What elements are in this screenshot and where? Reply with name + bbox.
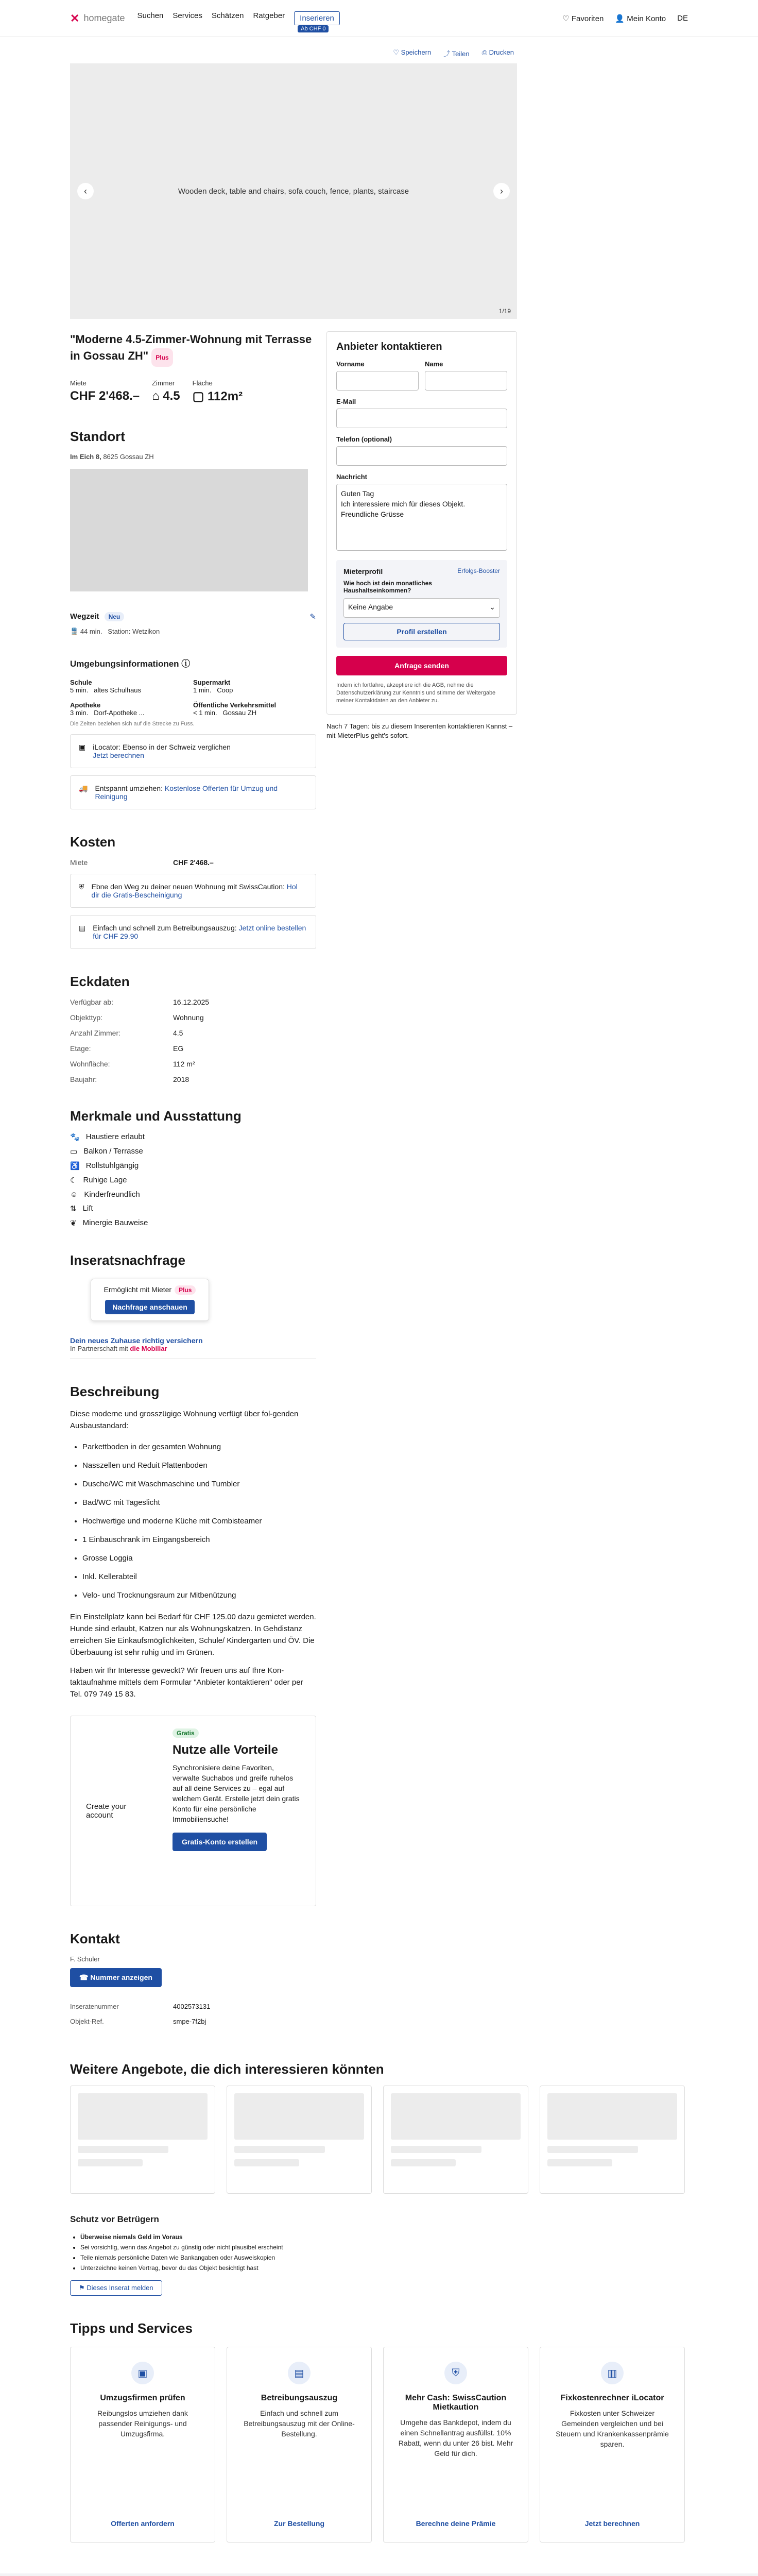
shield-icon: ⛨ xyxy=(79,883,84,891)
leaf-icon: ❦ xyxy=(70,1219,77,1228)
ilocator-card[interactable]: ▣ iLocator: Ebenso in der Schweiz verglichen Jetzt berechnen xyxy=(70,734,316,768)
flag-icon: ⚑ xyxy=(79,2284,85,2292)
poi-grid: Schule 5 min. altes Schulhaus Supermarkt 1 min. Coop Apotheke 3 min. Dorf-Apotheke ... Öffentliche Verkehrsmittel < 1 min. Gossau ZH xyxy=(70,679,277,717)
child-icon: ☺ xyxy=(70,1190,78,1199)
contact-form: Anbieter kontaktieren Vorname Name E-Mail Telefon (optional) Nachricht Guten Tag Ich interessiere mich für dieses Objekt. Freundliche Grüsse Mieterprofil Erfolgs-Booster Wie hoch ist dein monatliches Haushaltseinkommen? Keine Angabe ⌄ Profil erstellen Anfrage senden Indem ich fortfahre, akzeptiere ich die AGB, nehme die Datenschutzerklärung zur Kenntnis und stimme der Weitergabe meiner Kontaktdaten an den Anbieter zu. xyxy=(326,331,517,715)
edit-icon[interactable]: ✎ xyxy=(309,613,316,621)
map-icon: ▥ xyxy=(601,2362,624,2384)
language-select[interactable]: DE xyxy=(677,14,688,23)
vorname-input[interactable] xyxy=(336,371,419,391)
homegate-logo[interactable]: ✕ homegate xyxy=(70,11,125,25)
lift-icon: ⇅ xyxy=(70,1205,77,1213)
tipps-cards xyxy=(70,2347,758,2543)
merkmale-heading: Merkmale und Ausstattung xyxy=(70,1108,242,1124)
name-input[interactable] xyxy=(425,371,507,391)
tip-card: ▣ Umzugsfirmen prüfen Reibungslos umziehen dank passender Reinigungs- und Umzugsfirma. Offerten anfordern xyxy=(70,2347,215,2543)
logo-mark-icon: ✕ xyxy=(70,11,80,25)
message-textarea[interactable]: Guten Tag Ich interessiere mich für dieses Objekt. Freundliche Grüsse xyxy=(336,484,507,551)
document-search-icon: ▤ xyxy=(288,2362,311,2384)
standort-heading: Standort xyxy=(70,429,125,444)
footer xyxy=(0,2573,758,2576)
umzug-card[interactable]: 🚚 Entspannt umziehen: Kostenlose Offerten für Umzug und Reinigung xyxy=(70,775,316,809)
offer-card-skeleton[interactable] xyxy=(227,2086,372,2194)
ilocator-icon: ▣ xyxy=(79,743,86,751)
feature-item: ☺ Kinderfreundlich xyxy=(70,1190,140,1199)
truck-icon: 🚚 xyxy=(79,784,88,792)
header-right xyxy=(562,14,688,23)
create-account-button[interactable]: Gratis-Konto erstellen xyxy=(173,1833,267,1851)
commute-info: 🚆 44 min. Station: Wetzikon xyxy=(70,628,160,635)
rent-value: CHF 2'468.– xyxy=(70,389,140,403)
umgebung-heading: Umgebungsinformationen ⓘ xyxy=(70,659,191,669)
listing-title: "Moderne 4.5-Zimmer-Wohnung mit Terrasse in Gossau ZH" Plus xyxy=(70,331,316,367)
wegzeit-section: Wegzeit Neu ✎ xyxy=(70,612,316,621)
main-column: "Moderne 4.5-Zimmer-Wohnung mit Terrasse in Gossau ZH" Plus Miete CHF 2'468.– Zimmer ⌂ 4.5 Fläche ▢ 112m² Standort Im Eich 8, 8625 Gossau ZH Wegzeit Neu ✎ 🚆 44 min. Station: Wetzikon Umgebungsinformationen ⓘ Schule 5 min. altes Schulhaus Supermarkt 1 min. Coop Apotheke 3 min. Dorf-Apotheke ... Öffentliche Verkehrsmittel < 1 min. Gossau ZH Die Zeiten beziehen sich auf die Strecke zu Fuss. ▣ iLocator: Ebenso in der Schweiz verglichen Jetzt berechnen 🚚 Entspannt umziehen: Kostenlose Offerten für Umzug und Reinigung Kosten Miete CHF 2'468.– ⛨ Ebne den Weg zu deiner neuen Wohnung mit SwissCaution: Hol dir die Gratis-Bescheinigung ▤ Einfach und schnell zum Betreibungsauszug: Jetzt online bestellen für CHF 29.90 Eckdaten Verfügbar ab: 16.12.2025 Objekttyp: Wohnung Anzahl Zimmer: 4.5 Etage: EG Wohnfläche: 112 m² Baujahr: 2018 Merkmale und Ausstattung 🐾 Haustiere erlaubt ▭ Balkon / Terrasse ♿ Rollstuhlgängig ☾ Ruhige Lage ☺ Kinderfreundlich ⇅ Lift ❦ Minergie Bauweise Inseratsnachfrage Ermöglicht mit Mieter Plus Nachfrage anschauen Dein neues Zuhause richtig versichern In Partnerschaft mit die Mobiliar Beschreibung Diese moderne und grosszügige Wohnung verfügt über fol-genden Ausbaustandard: • Parkettboden in der gesamten Wohnung • Nasszellen und Reduit Plattenboden • Dusche/WC mit Waschmaschine und Tumbler • Bad/WC mit Tageslicht • Hochwertige und moderne Küche mit Combisteamer • 1 Einbauschrank im Eingangsbereich • Grosse Loggia • Inkl. Kellerabteil • Velo- und Trocknungsraum zur Mitbenützung Ein Einstellplatz kann bei Bedarf für CHF 125.00 dazu gemietet werden. Hunde sind erlaubt, Katzen nur als Wohnungskatzen. In Gehdistanz erreichen Sie Einkaufsmöglichkeiten, Schule/ Kindergarten und ÖV. Die Überbauung ist sehr ruhig und im Grünen. Haben wir Ihr Interesse geweckt? Wir freuen uns auf Ihre Kon-taktaufnahme mittels dem Formular "Anbieter kontaktieren" oder per Tel. 079 749 15 83. Create your account Gratis Nutze alle Vorteile Synchronisiere deine Favoriten, verwalte Suchabos und greife ruhelos auf all deine Services zu – egal auf welchem Gerät. Erstelle jetzt dein gratis Konto für eine persönliche Immobiliensuche! Gratis-Konto erstellen Kontakt F. Schuler ☎ Nummer anzeigen Inseratenummer 4002573131 Objekt-Ref. smpe-7f2bj xyxy=(70,331,316,2025)
location-map[interactable] xyxy=(70,469,308,591)
rooms-icon: ⌂ xyxy=(152,389,160,403)
wheelchair-icon: ♿ xyxy=(70,1162,80,1171)
weitere-heading: Weitere Angebote, die dich interessieren könnten xyxy=(70,2061,384,2077)
insert-badge: Ab CHF 0 xyxy=(298,25,329,32)
feature-item: 🐾 Haustiere erlaubt xyxy=(70,1132,145,1142)
kosten-table: Miete CHF 2'468.– xyxy=(70,858,214,867)
info-icon[interactable]: ⓘ xyxy=(181,659,191,669)
feature-item: ☾ Ruhige Lage xyxy=(70,1176,127,1185)
gallery-next-icon[interactable]: › xyxy=(493,183,510,199)
tip-card: ▤ Betreibungsauszug Einfach und schnell zum Betreibungsauszug mit der Online-Bestellung. Zur Bestellung xyxy=(227,2347,372,2543)
area-icon: ▢ xyxy=(192,389,204,403)
share-button[interactable]: ⤴ Teilen xyxy=(443,50,470,58)
image-gallery[interactable] xyxy=(70,63,517,319)
address: Im Eich 8, 8625 Gossau ZH xyxy=(70,453,154,461)
kontakt-heading: Kontakt xyxy=(70,1931,120,1946)
save-button[interactable]: ♡ Speichern xyxy=(393,48,432,56)
gallery-caption: Wooden deck, table and chairs, sofa couch, fence, plants, staircase xyxy=(178,187,409,196)
rooms-value: ⌂ 4.5 xyxy=(152,389,180,403)
gallery-counter: 1/19 xyxy=(498,308,511,315)
kosten-heading: Kosten xyxy=(70,834,116,850)
balcony-icon: ▭ xyxy=(70,1147,78,1156)
swisscaution-card[interactable]: ⛨ Ebne den Weg zu deiner neuen Wohnung mit SwissCaution: Hol dir die Gratis-Bescheinigung xyxy=(70,874,316,908)
area-value: ▢ 112m² xyxy=(192,389,243,403)
report-listing-button[interactable]: ⚑ Dieses Inserat melden xyxy=(70,2280,162,2296)
offer-card-skeleton[interactable] xyxy=(540,2086,685,2194)
offers-carousel xyxy=(70,2086,758,2194)
feature-item: ❦ Minergie Bauweise xyxy=(70,1218,148,1228)
nachfrage-button[interactable]: Nachfrage anschauen xyxy=(105,1300,195,1314)
tip-card: ⛨ Mehr Cash: SwissCaution Mietkaution Umgehe das Bankdepot, indem du einen Schnellantrag ausfüllst. 10% Rabatt, wenn du unter 26 bist. Mehr Geld für dich. Berechne deine Prämie xyxy=(383,2347,528,2543)
eckdaten-table: Verfügbar ab: 16.12.2025 Objekttyp: Wohnung Anzahl Zimmer: 4.5 Etage: EG Wohnfläche: 112 m² Baujahr: 2018 xyxy=(70,998,210,1083)
tipps-heading: Tipps und Services xyxy=(70,2320,193,2336)
feature-item: ♿ Rollstuhlgängig xyxy=(70,1161,139,1171)
nav-suchen[interactable]: Suchen xyxy=(137,11,164,20)
income-select[interactable]: Keine Angabe ⌄ xyxy=(343,598,500,618)
kontakt-ids: Inseratenummer 4002573131 Objekt-Ref. smpe-7f2bj xyxy=(70,2003,211,2025)
tip-card: ▥ Fixkostenrechner iLocator Fixkosten unter Schweizer Gemeinden vergleichen und bei Steuern und Krankenkassenprämie sparen. Jetzt berechnen xyxy=(540,2347,685,2543)
mobiliar-banner[interactable]: Dein neues Zuhause richtig versichern In Partnerschaft mit die Mobiliar xyxy=(70,1336,316,1359)
quiet-icon: ☾ xyxy=(70,1176,77,1185)
document-icon: ▤ xyxy=(79,924,86,932)
pet-icon: 🐾 xyxy=(70,1133,80,1142)
nav-schaetzen[interactable]: Schätzen xyxy=(211,11,244,20)
show-number-button[interactable]: ☎ Nummer anzeigen xyxy=(70,1968,162,1987)
nav-services[interactable]: Services xyxy=(173,11,202,20)
account-promo: Create your account Gratis Nutze alle Vorteile Synchronisiere deine Favoriten, verwalte Suchabos und greife ruhelos auf all deine Services zu – egal auf welchem Gerät. Erstelle jetzt dein gratis Konto für eine persönliche Immobiliensuche! Gratis-Konto erstellen xyxy=(70,1716,316,1906)
chevron-down-icon: ⌄ xyxy=(489,603,495,611)
beschreibung-heading: Beschreibung xyxy=(70,1384,160,1399)
print-button[interactable]: ⎙ Drucken xyxy=(481,48,514,56)
nav-ratgeber[interactable]: Ratgeber xyxy=(253,11,285,20)
nachfrage-popup: Ermöglicht mit Mieter Plus Nachfrage anschauen xyxy=(91,1279,209,1321)
box-icon: ▣ xyxy=(131,2362,154,2384)
account-link[interactable]: 👤 Mein Konto xyxy=(615,14,666,23)
sidebar: Anbieter kontaktieren Vorname Name E-Mail Telefon (optional) Nachricht Guten Tag Ich interessiere mich für dieses Objekt. Freundliche Grüsse Mieterprofil Erfolgs-Booster Wie hoch ist dein monatliches Haushaltseinkommen? Keine Angabe ⌄ Profil erstellen Anfrage senden Indem ich fortfahre, akzeptiere ich die AGB, nehme die Datenschutzerklärung zur Kenntnis und stimme der Weitergabe meiner Kontaktdaten an den Anbieter zu. Nach 7 Tagen: bis zu diesem Inserenten kontaktieren Kannst – mit MieterPlus geht's sofort. xyxy=(326,331,517,2025)
feature-item: ⇅ Lift xyxy=(70,1204,93,1213)
email-input[interactable] xyxy=(336,409,507,428)
send-request-button[interactable]: Anfrage senden xyxy=(336,656,507,675)
gallery-prev-icon[interactable]: ‹ xyxy=(77,183,94,199)
betreibung-card[interactable]: ▤ Einfach und schnell zum Betreibungsauszug: Jetzt online bestellen für CHF 29.90 xyxy=(70,915,316,949)
offer-card-skeleton[interactable] xyxy=(70,2086,215,2194)
favorites-link[interactable]: ♡ Favoriten xyxy=(562,14,604,23)
fraud-section: Schutz vor Betrügern • Überweise niemals Geld im Voraus • Sei vorsichtig, wenn das Angebot zu günstig oder nicht plausibel erscheint • Teile niemals persönliche Daten wie Bankangaben oder Ausweiskopien • Unterzeichne keinen Vertrag, bevor du das Objekt besichtigt hast ⚑ Dieses Inserat melden xyxy=(70,2214,379,2296)
plus-badge: Plus xyxy=(151,348,173,367)
eckdaten-heading: Eckdaten xyxy=(70,974,130,989)
nachfrage-heading: Inseratsnachfrage xyxy=(70,1252,185,1268)
listing-actions xyxy=(0,37,758,63)
feature-item: ▭ Balkon / Terrasse xyxy=(70,1147,143,1156)
create-profile-button[interactable]: Profil erstellen xyxy=(343,623,500,640)
mieterprofil-box: Mieterprofil Erfolgs-Booster Wie hoch ist dein monatliches Haushaltseinkommen? Keine Angabe ⌄ Profil erstellen xyxy=(336,560,507,648)
offer-card-skeleton[interactable] xyxy=(383,2086,528,2194)
description-list: • Parkettboden in der gesamten Wohnung • Nasszellen und Reduit Plattenboden • Dusche/WC mit Waschmaschine und Tumbler • Bad/WC mit Tageslicht • Hochwertige und moderne Küche mit Combisteamer • 1 Einbauschrank im Eingangsbereich • Grosse Loggia • Inkl. Kellerabteil • Velo- und Trocknungsraum zur Mitbenützung xyxy=(82,1438,316,1605)
phone-input[interactable] xyxy=(336,446,507,466)
key-facts: Miete CHF 2'468.– Zimmer ⌂ 4.5 Fläche ▢ 112m² xyxy=(70,379,243,403)
shield-icon: ⛨ xyxy=(444,2362,467,2384)
nav-inserieren[interactable]: Inserieren Ab CHF 0 xyxy=(294,11,340,25)
top-header xyxy=(0,0,758,37)
main-nav xyxy=(137,11,340,32)
